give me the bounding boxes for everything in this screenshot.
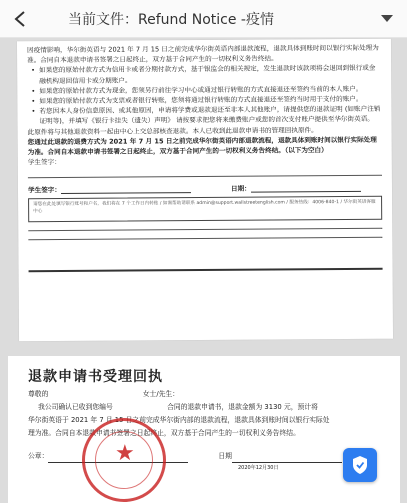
- secure-badge-button[interactable]: [343, 448, 377, 482]
- chevron-left-icon: [13, 10, 27, 28]
- student-sign-label: 学生签字：: [27, 186, 61, 195]
- bold-paragraph: 您通过此退款的退费方式为 2021 年 7 月 15 日之前完成华尔街英语内部退款流程，退款具体到账时间以银行实际处理为准。合同自本退款申请书签署之日起终止，双方基于合同产生的一切权利义务告终结。（以下为空白）: [27, 135, 377, 157]
- document-viewer[interactable]: [0, 38, 407, 503]
- stamp-label: 公章：: [28, 452, 49, 460]
- note-paragraph: 此原件将与其他退款资料一起由中心上交总部核查退款。本人已收到此退款申请书的管理回执原件。: [27, 125, 318, 136]
- bullet-item: • 如果您的原始付款方式为支票或者银行转账，您须将通过银行转账的方式直接退还至签约当时用于支付的账户。: [27, 94, 381, 107]
- salutation-line: [28, 388, 380, 401]
- file-name: Refund Notice -疫情: [138, 11, 274, 28]
- back-button[interactable]: [0, 0, 40, 38]
- receipt-line: [28, 401, 380, 414]
- date-label: 日期：: [230, 185, 251, 194]
- company-seal: [82, 418, 166, 502]
- date-line: [251, 182, 361, 193]
- divider: [28, 228, 382, 231]
- stamp-date-row: [28, 450, 380, 463]
- bullet-item: • 如果您的原始付款方式为信用卡或者分期付款方式，基于银监会的相关规定，发生退款时该款项将会退回到银行或金融机构退回信用卡或分期账户。: [27, 63, 381, 86]
- divider: [29, 268, 383, 272]
- signature-line: [61, 184, 191, 195]
- bullet-item: • 若您因本人身份信息原因、或其他原因，申请将学费或退款退还至非本人其他账户，请提供您的退款证明 (如账户注销证明等)，并填写《银行卡挂失（遗失）声明》 请按要求把您将来缴费账户或您的首次支付账户提供至华尔街英语。: [27, 104, 381, 127]
- receipt-text: 我公司确认已收到您编号: [38, 403, 113, 411]
- file-title: [40, 9, 367, 29]
- bank-info-box: 请您在此处填写银行账号和户名，我们将在 7 个工作日内转账 / 如需帮助请联系 admin@support.wallstreetenglish.com / 服务热线：4006-840-1 / 华尔街英语客服中心: [28, 196, 382, 222]
- salutation-suffix: 女士/先生：: [142, 390, 180, 398]
- caret-down-icon: [380, 14, 394, 24]
- divider: [28, 237, 382, 240]
- receipt-title: 退款申请书受理回执: [28, 369, 163, 385]
- receipt-line: 理为准。合同自本退款申请书签署之日起终止，双方基于合同产生的一切权利义务告终结。: [28, 429, 300, 437]
- salutation-label: 尊敬的: [28, 390, 49, 398]
- divider: [28, 175, 382, 178]
- intro-paragraph: 因疫情影响，华尔街英语与 2021 年 7 月 15 日之前完成华尔街英语内部退款流程，退款具体到账时间以银行实际处理为准。合同自本退款申请书签署之日起终止，双方基于合同产生的一切权利义务告终结。: [26, 43, 379, 65]
- document-page-2: [8, 356, 400, 503]
- student-sign-top: 学生签字：: [27, 158, 61, 167]
- signature-row: [28, 182, 382, 194]
- bullet-item: • 如果您的原始付款方式为现金，您须另行前往学习中心或通过银行转账的方式直接退还至签约当前的本人账户。: [27, 84, 381, 97]
- title-prefix: 当前文件：: [68, 11, 138, 28]
- receipt-text: 元，预计将: [283, 403, 318, 411]
- receipt-date-label: 日期: [218, 452, 232, 460]
- small-date: 2020年12月30日: [238, 465, 279, 471]
- receipt-line: 华尔街英语于 2021 年 7 月 15 日之前完成华尔街内部的退款流程，退款具体到账时间以银行实际处: [28, 416, 330, 424]
- document-page-1: [17, 39, 393, 342]
- shield-icon: [351, 455, 369, 475]
- receipt-date-line: [232, 450, 342, 463]
- file-dropdown-button[interactable]: [367, 0, 407, 38]
- top-bar: [0, 0, 407, 38]
- receipt-text: 合同的退款申请书，退款金额为 3130: [167, 403, 282, 411]
- star-icon: ★: [115, 441, 135, 466]
